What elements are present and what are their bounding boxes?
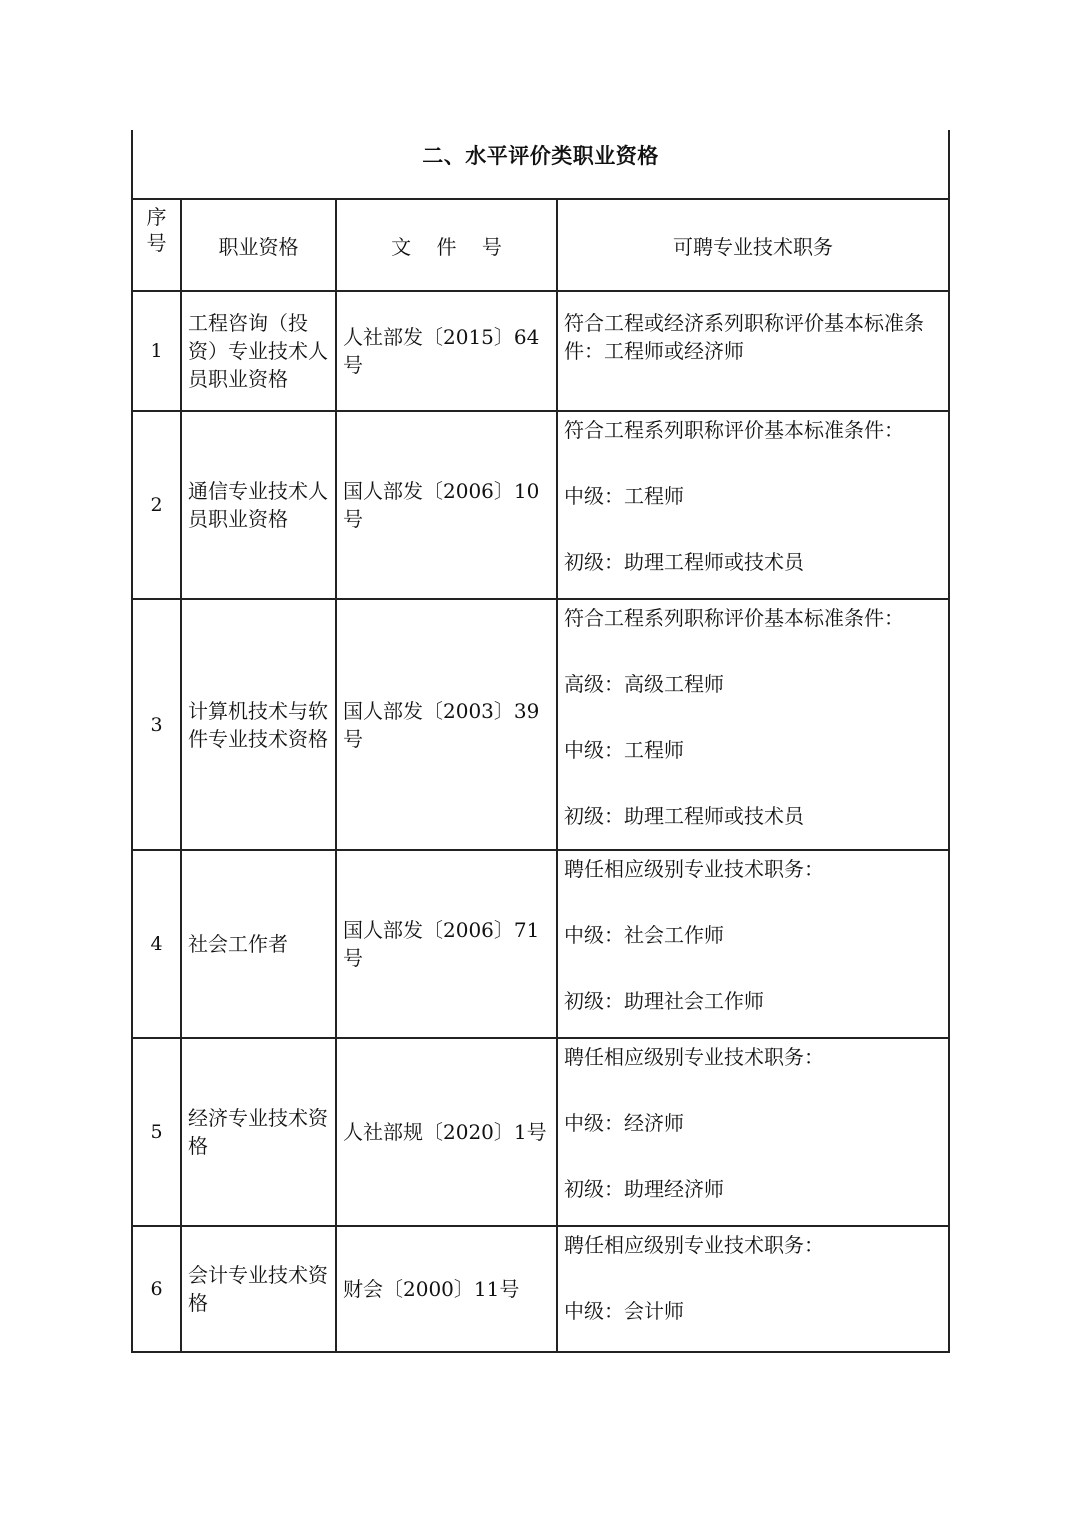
row-file-no: 人社部规〔2020〕1号 <box>336 1038 557 1226</box>
table-row <box>132 850 949 1038</box>
row-file-no: 人社部发〔2015〕64号 <box>336 291 557 411</box>
header-file-no-text: 文 件 号 <box>391 234 502 259</box>
header-seq-text: 序号 <box>146 205 167 255</box>
post-line: 中级：工程师 <box>564 738 684 762</box>
header-seq <box>132 199 181 291</box>
row-posts <box>557 1226 949 1352</box>
post-line: 聘任相应级别专业技术职务： <box>564 1045 824 1069</box>
row-posts <box>557 599 949 850</box>
section-title <box>132 130 949 199</box>
post-line: 聘任相应级别专业技术职务： <box>564 1233 824 1257</box>
row-seq: 2 <box>132 411 181 599</box>
table-row <box>132 599 949 850</box>
row-qualification: 计算机技术与软件专业技术资格 <box>181 599 336 850</box>
header-posts: 可聘专业技术职务 <box>557 199 949 291</box>
row-qualification: 社会工作者 <box>181 850 336 1038</box>
table-row <box>132 1226 949 1352</box>
row-seq: 3 <box>132 599 181 850</box>
row-seq: 4 <box>132 850 181 1038</box>
post-line: 初级：助理工程师或技术员 <box>564 550 804 574</box>
header-qualification: 职业资格 <box>181 199 336 291</box>
row-file-no: 国人部发〔2006〕71号 <box>336 850 557 1038</box>
row-qualification: 经济专业技术资格 <box>181 1038 336 1226</box>
table-row <box>132 291 949 411</box>
qualification-table <box>131 130 950 1353</box>
row-posts <box>557 291 949 411</box>
post-line: 聘任相应级别专业技术职务： <box>564 857 824 881</box>
row-seq: 5 <box>132 1038 181 1226</box>
row-qualification: 会计专业技术资格 <box>181 1226 336 1352</box>
row-qualification: 工程咨询（投资）专业技术人员职业资格 <box>181 291 336 411</box>
row-file-no: 国人部发〔2006〕10号 <box>336 411 557 599</box>
section-title-text: 二、水平评价类职业资格 <box>422 144 659 168</box>
post-line: 中级：会计师 <box>564 1299 684 1323</box>
post-line: 中级：经济师 <box>564 1111 684 1135</box>
table-row <box>132 411 949 599</box>
row-file-no: 国人部发〔2003〕39号 <box>336 599 557 850</box>
post-line: 中级：社会工作师 <box>564 923 724 947</box>
post-line: 初级：助理经济师 <box>564 1177 724 1201</box>
row-posts <box>557 411 949 599</box>
row-file-no: 财会〔2000〕11号 <box>336 1226 557 1352</box>
post-line: 中级：工程师 <box>564 484 684 508</box>
post-line: 符合工程或经济系列职称评价基本标准条件：工程师或经济师 <box>564 311 924 363</box>
post-line: 初级：助理社会工作师 <box>564 989 764 1013</box>
row-qualification: 通信专业技术人员职业资格 <box>181 411 336 599</box>
post-line: 符合工程系列职称评价基本标准条件： <box>564 418 904 442</box>
post-line: 初级：助理工程师或技术员 <box>564 804 804 828</box>
row-seq: 6 <box>132 1226 181 1352</box>
post-line: 高级：高级工程师 <box>564 672 724 696</box>
row-seq: 1 <box>132 291 181 411</box>
post-line: 符合工程系列职称评价基本标准条件： <box>564 606 904 630</box>
header-file-no <box>336 199 557 291</box>
row-posts <box>557 850 949 1038</box>
row-posts <box>557 1038 949 1226</box>
table-row <box>132 1038 949 1226</box>
